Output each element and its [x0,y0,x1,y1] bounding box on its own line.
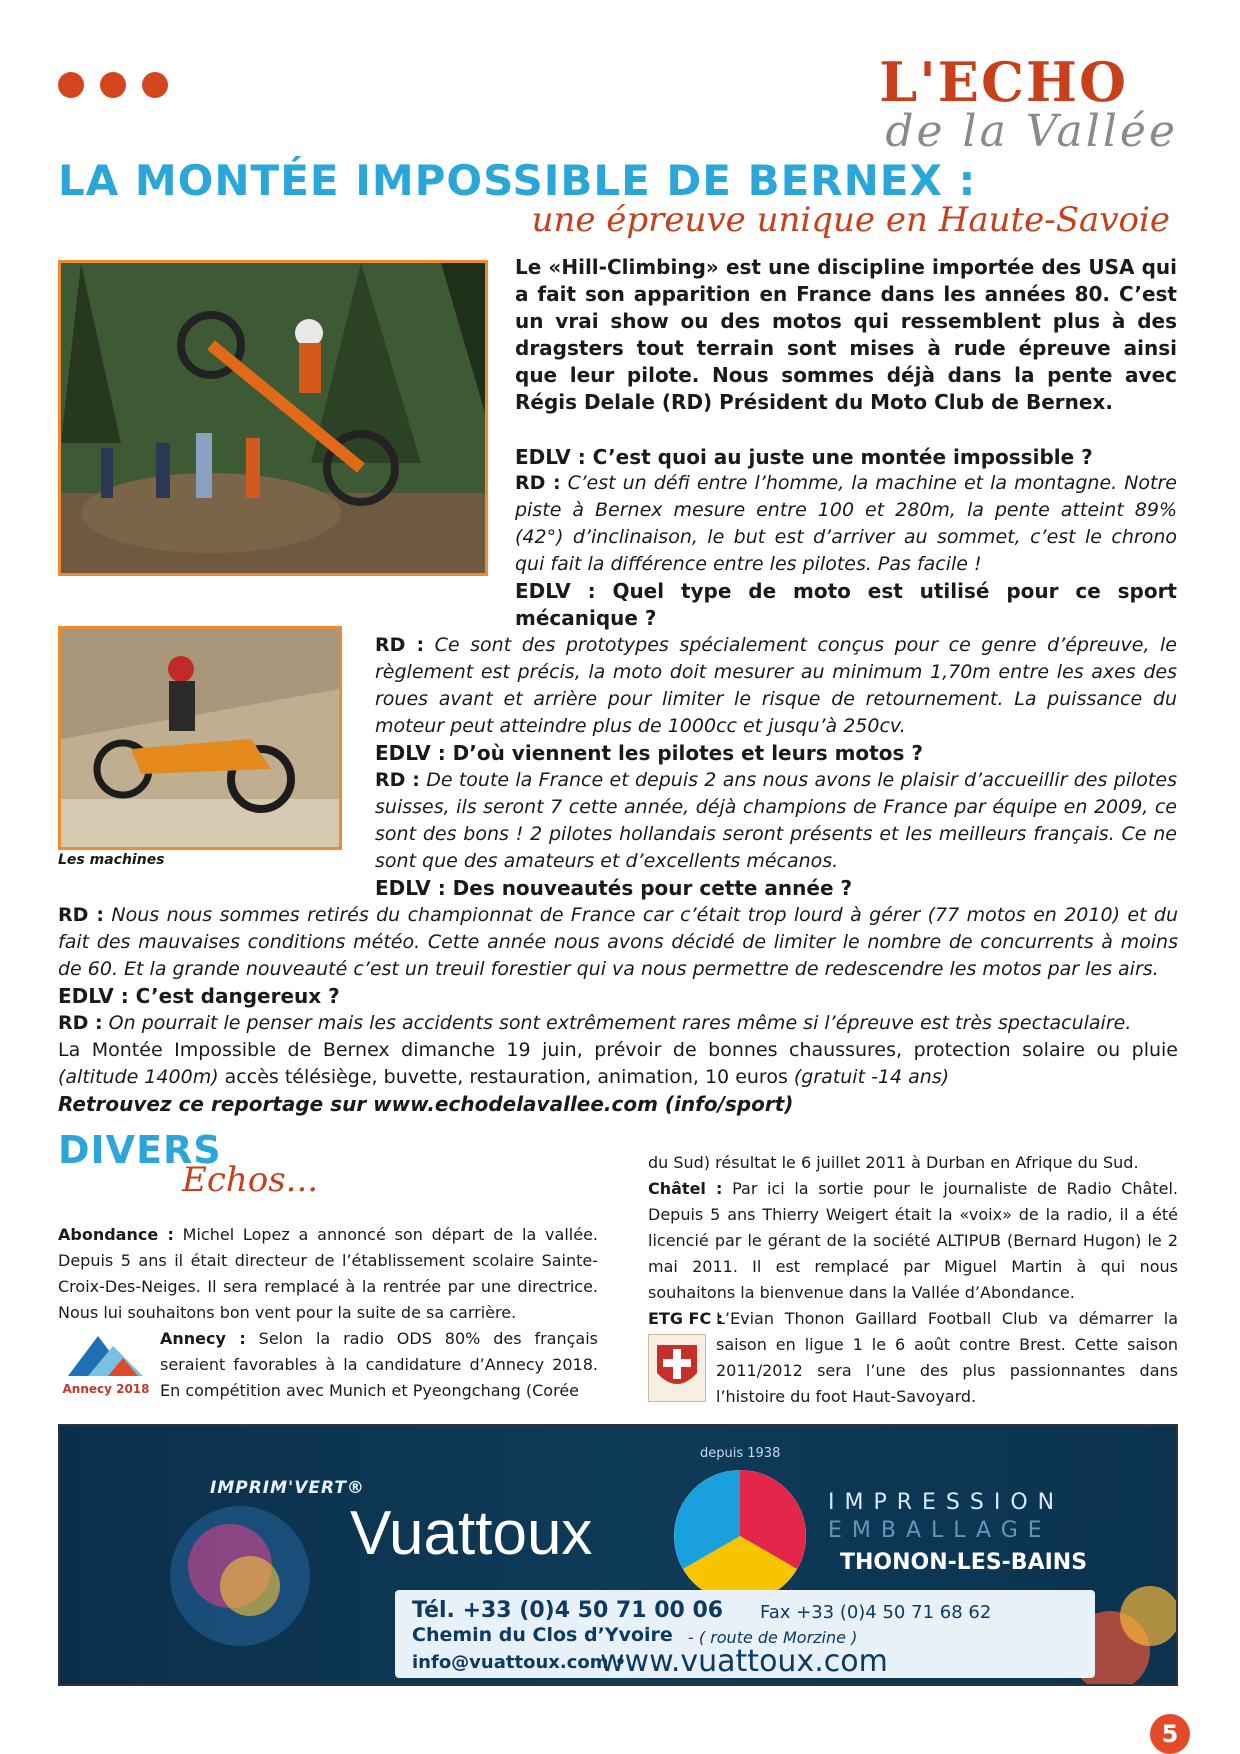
divers-title: DIVERS [58,1128,222,1172]
divers-subtitle: Echos... [182,1160,319,1200]
answer-text: De toute la France et depuis 2 ans nous avons le plaisir d’accueillir des pilotes suisses, ils seront 7 cette année, déjà champions de France par équipe en 2009, ce sont des bons ! 2 pilotes hollandais seront présents et les meilleurs français. Ce ne sont que des amateurs et d’excellents mécanos. [375,769,1177,872]
news-label: ETG FC : [648,1309,724,1328]
question-3: EDLV : D’où viennent les pilotes et leurs motos ? [375,741,923,765]
imprim-vert-label: IMPRIM'VERT® [210,1478,365,1498]
news-label: Châtel : [648,1179,723,1198]
closing-text-2: accès télésiège, buvette, restauration, animation, 10 euros [218,1066,794,1088]
advertisement-banner[interactable] [58,1424,1178,1686]
answer-5 [58,1010,1178,1037]
answer-2 [375,632,1177,740]
article-intro: Le «Hill-Climbing» est une discipline importée des USA qui a fait son apparition en France dans les années 80. C’est un vrai show ou des motos qui ressemblent plus à des dragsters tout terrain sont mises à rude épreuve ainsi que leur pilote. Nous sommes déjà dans la pente avec Régis Delale (RD) Président du Moto Club de Bernex. [515,255,1177,414]
question-4: EDLV : Des nouveautés pour cette année ? [375,876,853,900]
dot [142,72,168,98]
photo-caption: Les machines [58,852,165,868]
answer-label: RD : [58,904,104,926]
news-text: Selon la radio ODS 80% des français seraient favorables à la candidature d’Annecy 2018. En compétition avec Munich et Pyeongchang (Corée [160,1329,599,1400]
news-abondance [58,1222,598,1326]
question-1: EDLV : C’est quoi au juste une montée impossible ? [515,445,1093,469]
page-number: 5 [1150,1714,1190,1754]
ad-fax: Fax +33 (0)4 50 71 68 62 [760,1602,992,1623]
answer-label: RD : [375,634,425,656]
answer-text: On pourrait le penser mais les accidents sont extrêmement rares même si l’épreuve est très spectaculaire. [108,1012,1132,1034]
ad-tel[interactable]: Tél. +33 (0)4 50 71 00 06 [412,1598,724,1623]
closing-altitude: (altitude 1400m) [58,1066,219,1088]
ad-email[interactable]: info@vuattoux.com • [412,1652,627,1673]
article-closing [58,1037,1178,1091]
news-chatel [648,1176,1178,1306]
brand-logo-top: L'ECHO [879,50,1128,114]
photo-hill-climb-jump [58,260,488,576]
news-annecy [160,1326,598,1404]
news-label: Abondance : [58,1225,174,1244]
answer-1 [515,470,1177,578]
answer-label: RD : [58,1012,103,1034]
answer-4 [58,902,1178,983]
dot [58,72,84,98]
mountain-icon [58,1328,154,1378]
article-subtitle: une épreuve unique en Haute-Savoie [531,200,1170,240]
answer-text: Nous nous sommes retirés du championnat de France car c’était trop lourd à gérer (77 motos en 2010) et du fait des mauvaises conditions météo. Cette année nous avons décidé de limiter le nombre de concurrents à moins de 60. Et la grande nouveauté c’est un treuil forestier qui va nous permettre de redescendre les motos par les airs. [58,904,1179,980]
answer-label: RD : [375,769,420,791]
etg-fc-crest [648,1334,706,1402]
motocross-machine-illustration [61,629,339,847]
ad-address-note: - ( route de Morzine ) [688,1628,858,1647]
photo-machines [58,626,342,850]
motocross-photo-illustration [61,263,485,573]
ad-emballage: EMBALLAGE [828,1518,1052,1543]
closing-text: La Montée Impossible de Bernex dimanche 19 juin, prévoir de bonnes chaussures, protection solaire ou pluie [58,1039,1178,1061]
brand-logo-bottom: de la Vallée [885,106,1178,157]
decorative-dots [58,72,168,98]
answer-text: Ce sont des prototypes spécialement conçus pour ce genre d’épreuve, le règlement est précis, la moto doit mesurer au minimum 1,70m entre les axes des roues avant et arrière pour limiter le risque de retournement. La puissance du moteur peut atteindre plus de 1000cc et jusqu’à 250cv. [375,634,1177,737]
news-etg: L’Evian Thonon Gaillard Football Club va démarrer la saison en ligue 1 le 6 août contre Brest. Cette saison 2011/2012 sera l’une des plus passionnantes dans l’histoire du foot Haut-Savoyard. [716,1309,1178,1406]
article-title: LA MONTÉE IMPOSSIBLE DE BERNEX : [58,156,977,205]
ad-address: Chemin du Clos d’Yvoire [412,1624,673,1646]
answer-label: RD : [515,472,561,494]
dot [100,72,126,98]
news-annecy-continued: du Sud) résultat le 6 juillet 2011 à Durban en Afrique du Sud. [648,1153,1139,1172]
ad-brand: Vuattoux [350,1499,593,1568]
question-5: EDLV : C’est dangereux ? [58,984,340,1008]
news-text: Michel Lopez a annoncé son départ de la vallée. Depuis 5 ans il était directeur de l’établissement scolaire Sainte-Croix-Des-Neiges. Il sera remplacé à la rentrée par une directrice. Nous lui souhaitons bon vent pour la suite de sa carrière. [58,1225,598,1322]
ad-impression: IMPRESSION [828,1490,1065,1515]
answer-3 [375,767,1177,875]
ad-since: depuis 1938 [700,1446,781,1461]
article-link[interactable]: Retrouvez ce reportage sur www.echodelavallee.com (info/sport) [58,1092,794,1116]
annecy-logo-text: Annecy 2018 [62,1382,150,1396]
news-text: Par ici la sortie pour le journaliste de Radio Châtel. Depuis 5 ans Thierry Weigert était la «voix» de la radio, il a été licencié par le gérant de la société ALTIPUB (Bernard Hugon) le 2 mai 2011. Il est remplacé par Miguel Martin à qui nous souhaitons la bienvenue dans la Vallée d’Abondance. [648,1179,1178,1302]
answer-text: C’est un défi entre l’homme, la machine et la montagne. Notre piste à Bernex mesure entre 100 et 280m, la pente atteint 89% (42°) d’inclinaison, le but est d’arriver au sommet, c’est le chrono qui fait la différence entre les pilotes. Pas facile ! [515,472,1177,575]
news-label: Annecy : [160,1329,246,1348]
closing-free: (gratuit -14 ans) [793,1066,950,1088]
ad-website[interactable]: www.vuattoux.com [600,1644,888,1679]
ad-city: THONON-LES-BAINS [840,1550,1088,1575]
shield-icon [649,1335,705,1401]
annecy-2018-logo [58,1328,154,1410]
question-2: EDLV : Quel type de moto est utilisé pour ce sport mécanique ? [515,579,1177,630]
